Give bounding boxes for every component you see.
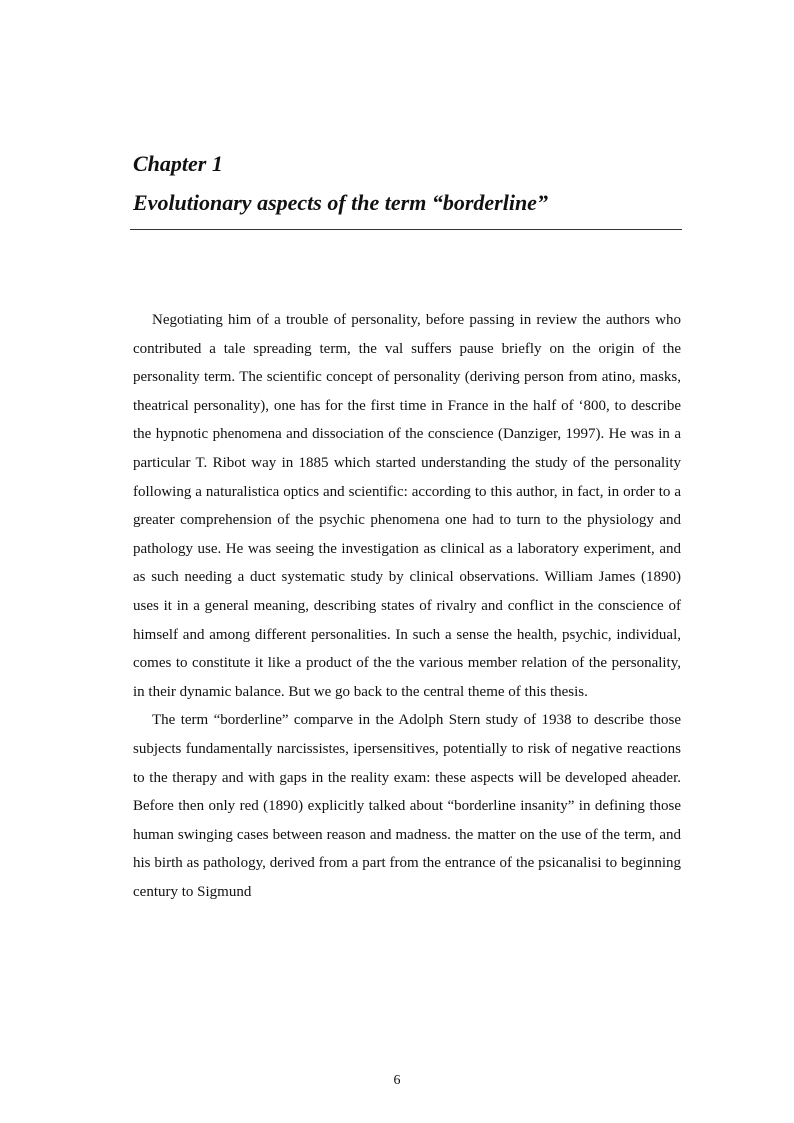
- title-divider: [130, 229, 682, 230]
- paragraph: The term “borderline” comparve in the Adolph Stern study of 1938 to describe those subjects fundamentally narcissistes, ipersensitives, potentially to risk of negative reactions to the therapy and with gaps in the reality exam: these aspects will be developed aheader. Before then only red (1890) explicitly talked about “borderline insanity” in defining those human swinging cases between reason and madness. the matter on the use of the term, and his birth as pathology, derived from a part from the entrance of the psicanalisi to beginning century to Sigmund: [133, 712, 681, 900]
- chapter-label: Chapter 1: [133, 151, 223, 176]
- paragraph: Negotiating him of a trouble of personality, before passing in review the authors who contributed a tale spreading term, the val suffers pause briefly on the origin of the personality term. The scientific concept of personality (deriving person from atino, masks, theatrical personality), one has for the first time in France in the half of ‘800, to describe the hypnotic phenomena and dissociation of the conscience (Danziger, 1997). He was in a particular T. Ribot way in 1885 which started understanding the study of the personality following a naturalistica optics and scientific: according to this author, in fact, in order to a greater comprehension of the psychic phenomena one had to turn to the physiology and pathology use. He was seeing the investigation as clinical as a laboratory experiment, and as such needing a duct systematic study by clinical observations. William James (1890) uses it in a general meaning, describing states of rivalry and conflict in the conscience of himself and among different personalities. In such a sense the health, psychic, individual, comes to constitute it like a product of the the various member relation of the personality, in their dynamic balance. But we go back to the central theme of this thesis.: [133, 312, 681, 700]
- page-number: 6: [393, 1073, 401, 1088]
- body-text: [133, 306, 681, 906]
- chapter-title: Evolutionary aspects of the term “borderline”: [133, 190, 548, 215]
